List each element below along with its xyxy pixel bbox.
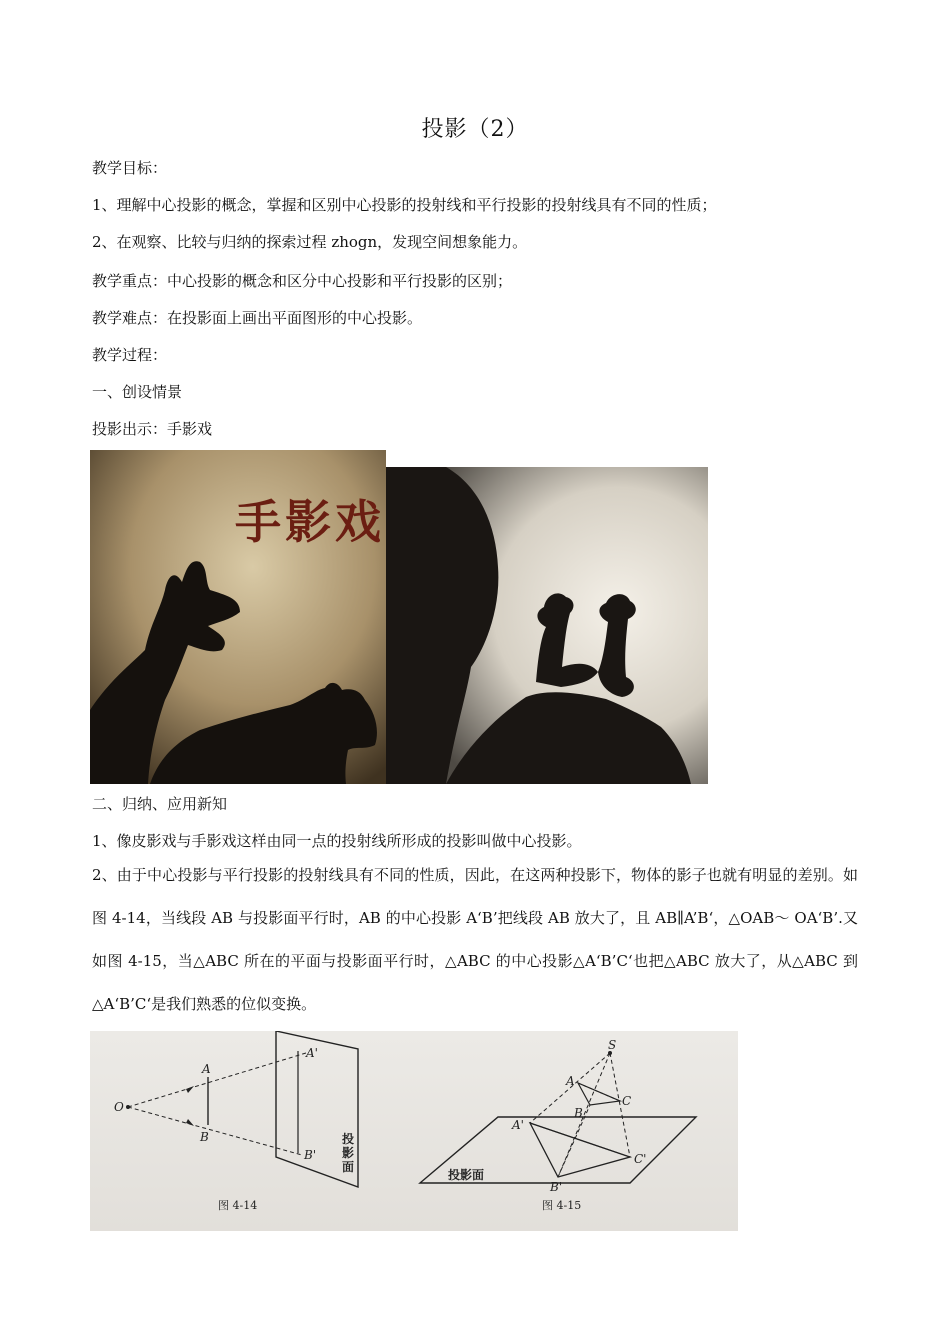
section-2-heading: 二、归纳、应用新知	[92, 795, 228, 813]
projection-figures	[90, 1031, 738, 1231]
label-S: S	[608, 1038, 617, 1052]
label-C-prime: C'	[634, 1152, 647, 1166]
plane-label-2: 影	[342, 1146, 355, 1160]
label-A-small: A	[566, 1074, 575, 1088]
figure-4-15	[420, 1038, 696, 1212]
objective-2: 2、在观察、比较与归纳的探索过程 zhogn，发现空间想象能力。	[92, 233, 528, 251]
label-A: A	[202, 1062, 211, 1076]
difficulty: 教学难点：在投影面上画出平面图形的中心投影。	[92, 309, 423, 327]
label-A-prime-2: A'	[512, 1118, 524, 1132]
hand-shadow-photo-2	[386, 467, 708, 784]
section-1-heading: 一、创设情景	[92, 383, 183, 401]
point-1: 1、像皮影戏与手影戏这样由同一点的投射线所形成的投影叫做中心投影。	[92, 832, 582, 850]
process-heading: 教学过程：	[92, 346, 168, 364]
hand-shadow-photo-1-art	[90, 450, 386, 784]
key-point: 教学重点：中心投影的概念和区分中心投影和平行投影的区别；	[92, 272, 513, 290]
label-B: B	[200, 1130, 209, 1144]
label-C-small: C	[622, 1094, 632, 1108]
label-B-prime: B'	[304, 1148, 317, 1162]
figure-4-14	[114, 1031, 358, 1212]
label-B-prime-2: B'	[550, 1180, 563, 1194]
projection-figures-svg	[90, 1031, 738, 1231]
caption-4-15: 图 4-15	[542, 1199, 582, 1212]
caption-4-14: 图 4-14	[218, 1199, 258, 1212]
point-2: 2、由于中心投影与平行投影的投射线具有不同的性质，因此，在这两种投影下，物体的影子也就有明显的差别。如图 4-14，当线段 AB 与投影面平行时，AB 的中心投影 A‘B’把线段 AB 放大了，且 AB∥A’B‘，△OAB～ OA‘B’.又如图 4-15，当△ABC 所在的平面与投影面平行时，△ABC 的中心投影△A‘B’C‘也把△ABC 放大了，从△ABC 到△A‘B’C‘是我们熟悉的位似变换。	[92, 866, 858, 1013]
hand-shadow-photo-2-art	[386, 467, 708, 784]
hand-shadow-photo-1	[90, 450, 386, 784]
photo-title-text: 手影戏	[235, 495, 385, 549]
objective-1: 1、理解中心投影的概念，掌握和区别中心投影的投射线和平行投影的投射线具有不同的性质；	[92, 196, 717, 214]
label-O: O	[114, 1100, 124, 1114]
objectives-heading: 教学目标：	[92, 159, 168, 177]
label-B-small: B	[574, 1106, 583, 1120]
plane-label-3: 面	[342, 1160, 355, 1174]
label-A-prime: A'	[306, 1046, 318, 1060]
plane-label-1: 投	[342, 1132, 355, 1146]
projection-show: 投影出示：手影戏	[92, 420, 213, 438]
plane-label-fig2: 投影面	[448, 1168, 485, 1182]
page-title: 投影（2）	[421, 117, 529, 142]
